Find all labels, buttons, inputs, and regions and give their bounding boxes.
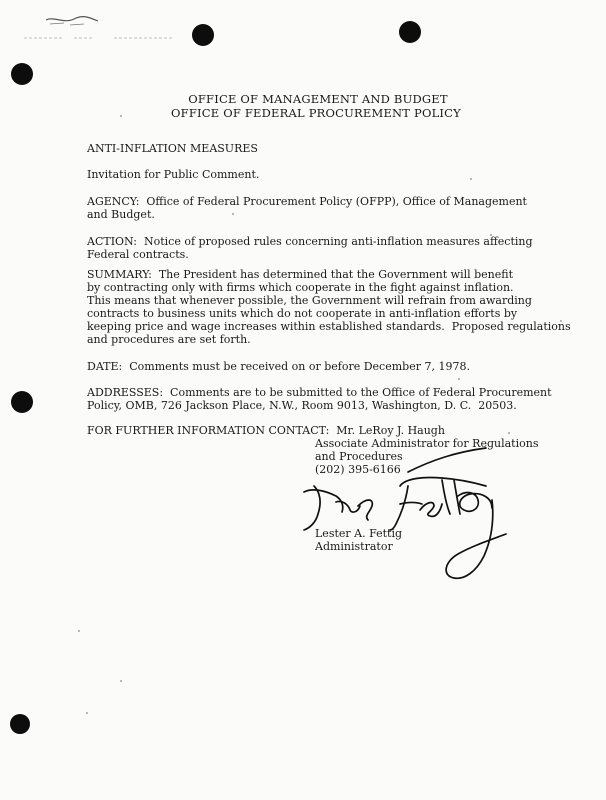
agency-paragraph: AGENCY: Office of Federal Procurement Policy (OFPP), Office of Management and Budget. [87,195,527,221]
scan-mark [44,14,100,28]
contact-details: Associate Administrator for Regulations and Procedures (202) 395-6166 [315,437,539,476]
agency-name: OFFICE OF MANAGEMENT AND BUDGET [188,92,448,106]
speck [86,712,88,714]
letterhead [0,92,606,120]
signer-block: Lester A. Fettig Administrator [315,527,403,553]
punch-hole [399,21,421,43]
summary-paragraph: SUMMARY: The President has determined that the Government will benefit by contracting only with firms which cooperate in the fight against inflation. This means that whenever possible, the Government will refrain from awarding contracts to business units which do not cooperate in anti-inflation efforts by keeping price and wage increases within established standards. Proposed regulations and procedures are set forth. [87,268,571,346]
speck [120,680,122,682]
date-paragraph: DATE: Comments must be received on or before December 7, 1978. [87,360,470,373]
speck [458,378,460,380]
speck [508,432,510,434]
invitation-line: Invitation for Public Comment. [87,168,260,181]
punch-hole [10,714,30,734]
further-information-contact: FOR FURTHER INFORMATION CONTACT: Mr. LeRoy J. Haugh [87,424,445,437]
speck [470,178,472,180]
punch-hole [11,391,33,413]
handwritten-signature [296,440,508,588]
action-paragraph: ACTION: Notice of proposed rules concerning anti-inflation measures affecting Federal contracts. [87,235,533,261]
notice-title: ANTI-INFLATION MEASURES [87,142,258,155]
punch-hole [192,24,214,46]
office-name: OFFICE OF FEDERAL PROCUREMENT POLICY [171,106,461,120]
addresses-paragraph: ADDRESSES: Comments are to be submitted to the Office of Federal Procurement Policy, OMB, 726 Jackson Place, N.W., Room 9013, Washington, D. C. 20503. [87,386,552,412]
punch-hole [11,63,33,85]
scan-mark [24,36,174,40]
speck [78,630,80,632]
